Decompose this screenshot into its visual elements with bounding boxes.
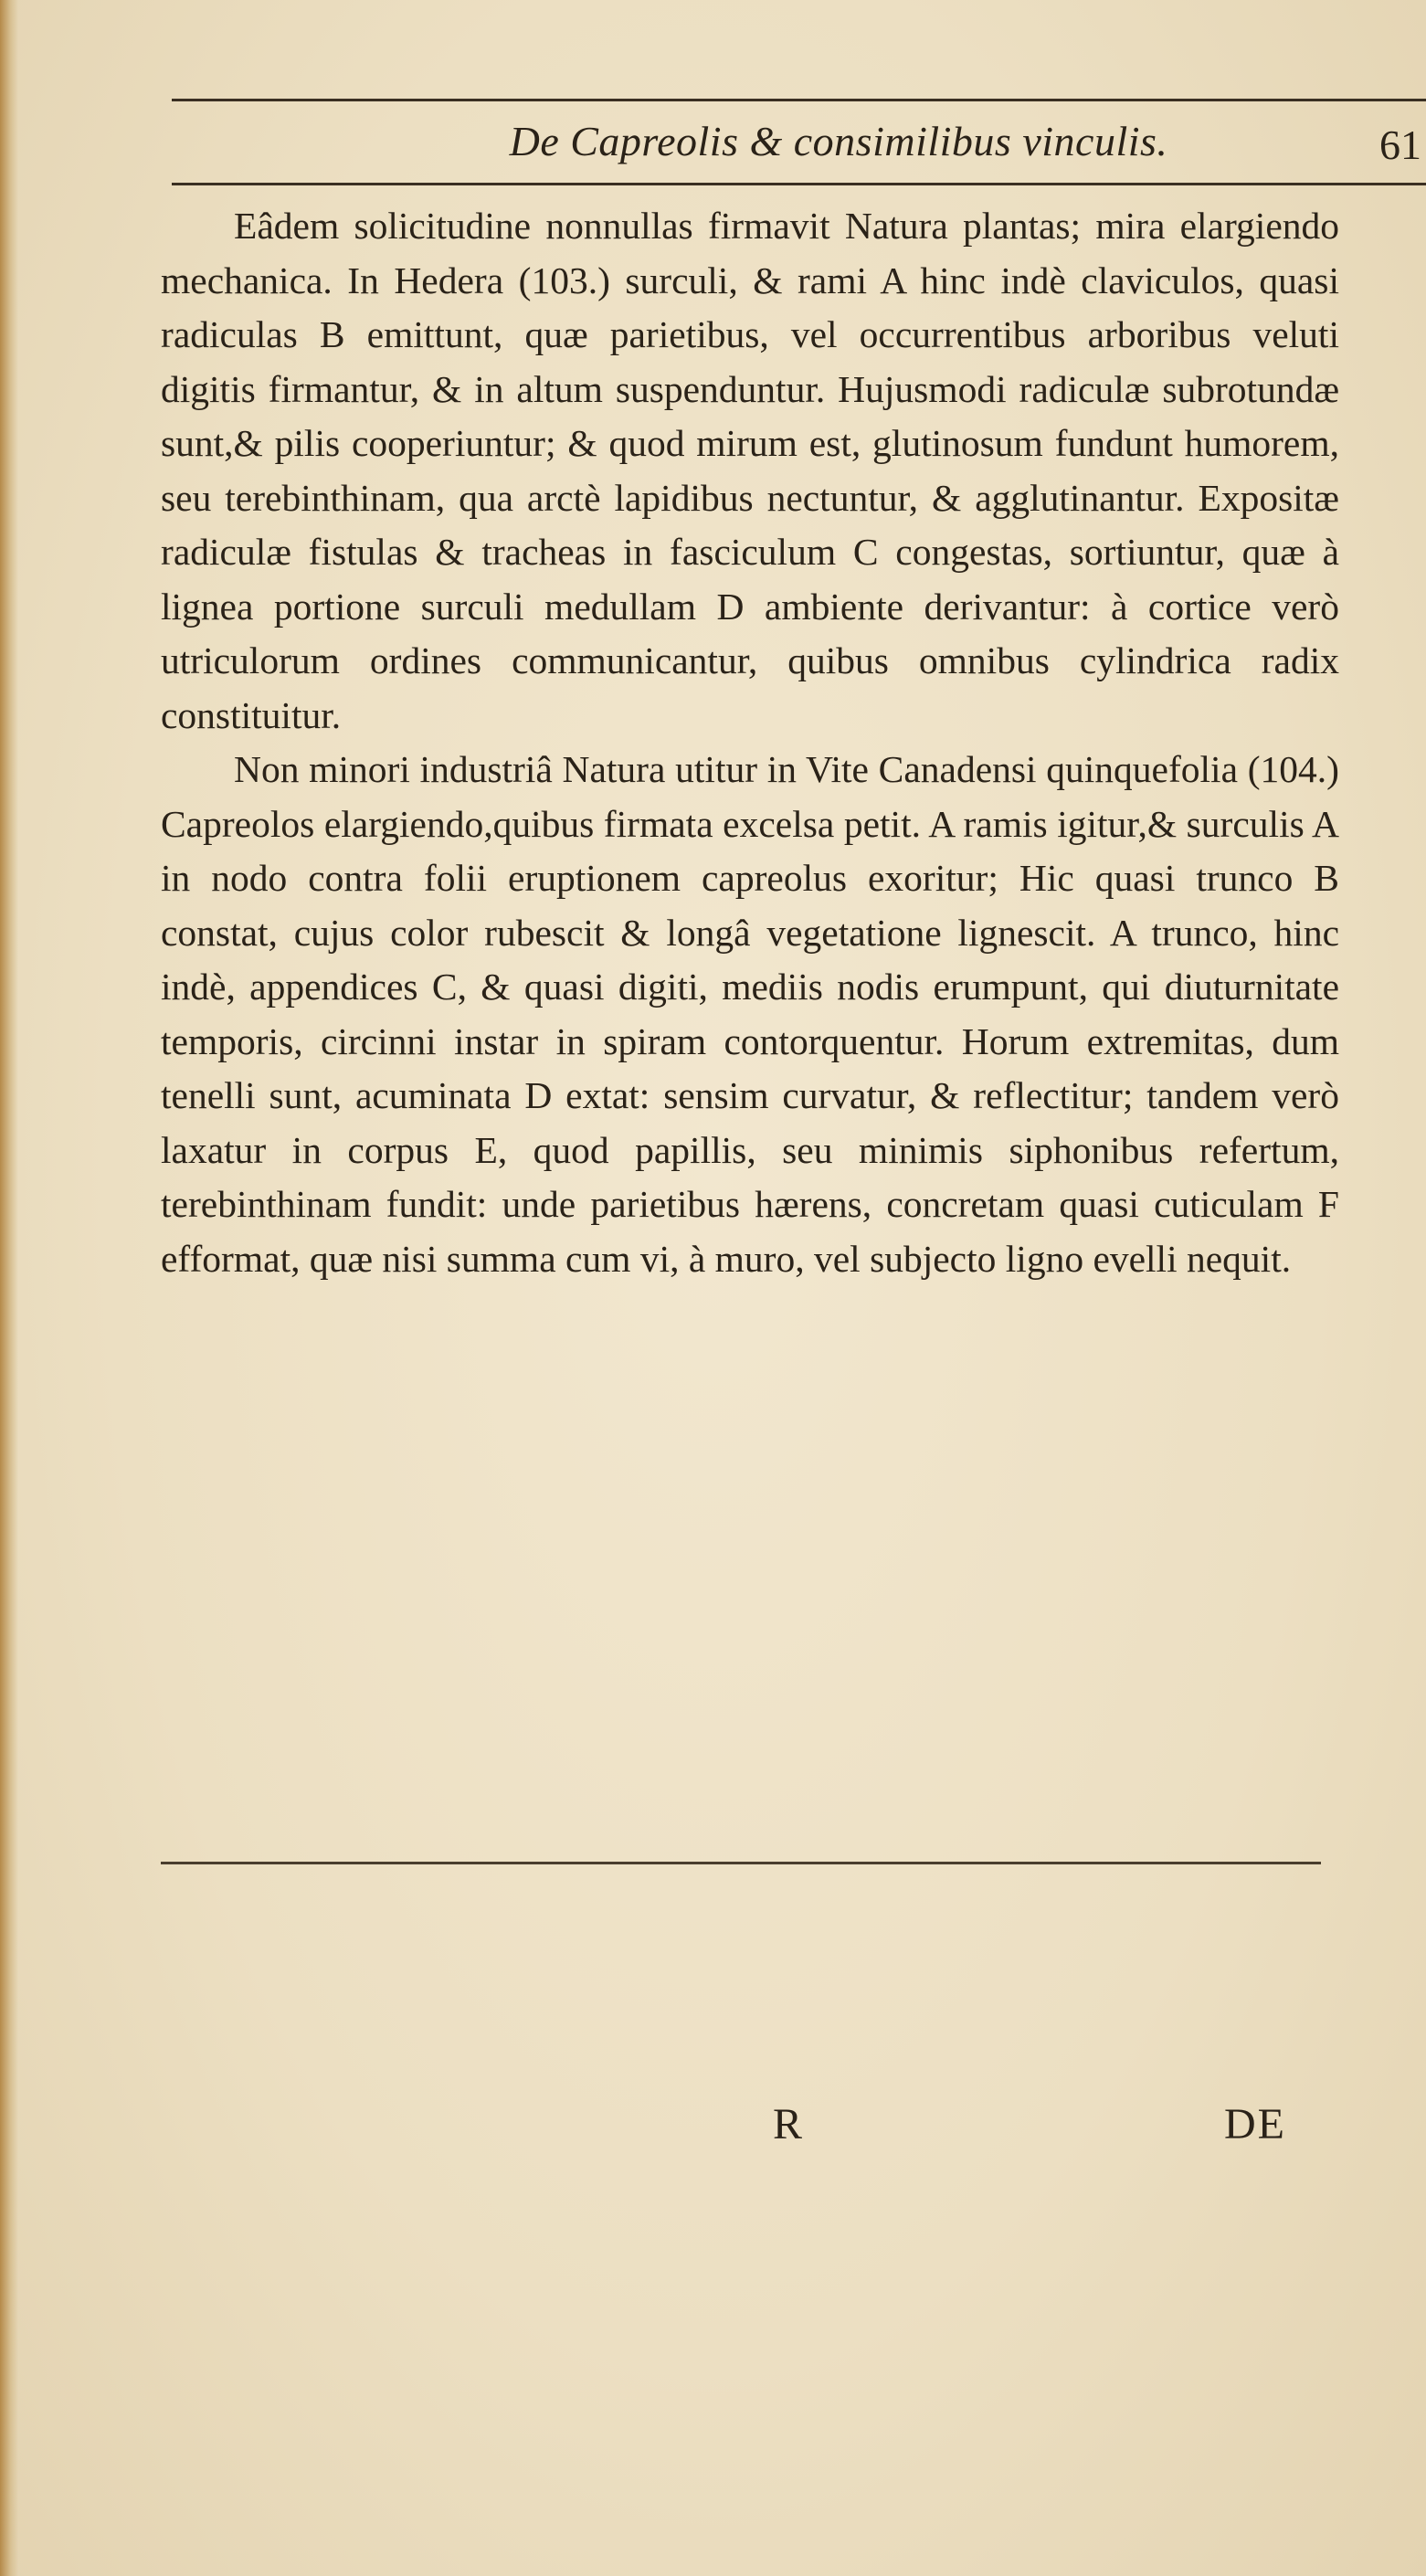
page-header	[172, 117, 1426, 172]
paragraph-hedera: Eâdem solicitudine nonnullas firmavit Natura plantas; mira elargiendo mechanica. In Hedera (103.) surculi, & rami A hinc indè claviculos, quasi radiculas B emittunt, quæ parietibus, vel occurrentibus arboribus veluti digitis firmantur, & in altum suspenduntur. Hujusmodi radiculæ subrotundæ sunt,& pilis cooperiuntur; & quod mirum est, glutinosum fundunt humorem, seu terebinthinam, qua arctè lapidibus nectuntur, & agglutinantur. Expositæ radiculæ fistulas & tracheas in fasciculum C congestas, sortiuntur, quæ à lignea portione surculi medullam D ambiente derivantur: à cortice verò utriculorum ordines communicantur, quibus omnibus cylindrica radix constituitur.	[161, 205, 1339, 736]
body-text	[161, 199, 1339, 1286]
page-number: 61	[1379, 121, 1421, 168]
signature-mark: R	[773, 2100, 803, 2148]
paragraph-vitis-canadensis: Non minori industriâ Natura utitur in Vite Canadensi quinquefolia (104.) Capreolos elargiendo,quibus firmata excelsa petit. A ramis igitur,& surculis A in nodo contra folii eruptionem capreolus exoritur; Hic quasi trunco B constat, cujus color rubescit & longâ vegetatione lignescit. A trunco, hinc indè, appendices C, & quasi digiti, mediis nodis erumpunt, qui diuturnitate temporis, circinni instar in spiram contorquentur. Horum extremitas, dum tenelli sunt, acuminata D extat: sensim curvatur, & reflectitur; tandem verò laxatur in corpus E, quod papillis, seu minimis siphonibus refertum, terebinthinam fundit: unde parietibus hærens, concretam quasi cuticulam F efformat, quæ nisi summa cum vi, à muro, vel subjecto ligno evelli nequit.	[161, 748, 1339, 1280]
spine-shadow	[0, 0, 18, 2576]
header-bottom-rule	[172, 183, 1426, 185]
header-top-rule	[172, 99, 1426, 101]
footer-rule	[161, 1862, 1321, 1864]
running-head: De Capreolis & consimilibus vinculis.	[509, 118, 1168, 164]
catchword: DE	[1224, 2100, 1286, 2148]
